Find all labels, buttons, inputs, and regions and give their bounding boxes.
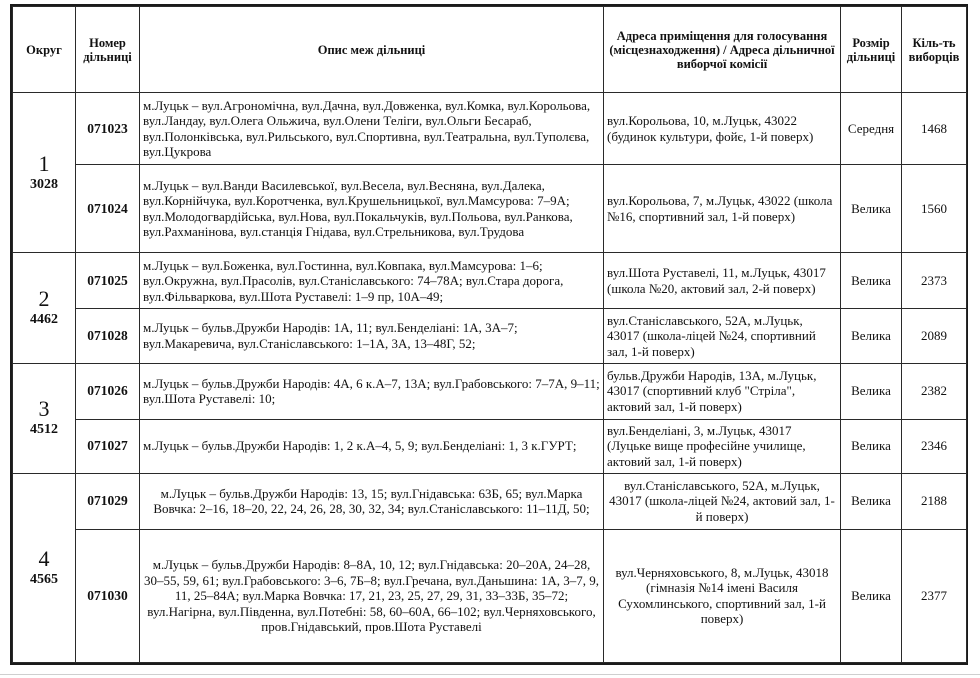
- dilnytsia-number: 071024: [76, 165, 140, 253]
- voters-count: 1560: [902, 165, 967, 253]
- polling-address: вул.Черняховського, 8, м.Луцьк, 43018 (гімназія №14 імені Василя Сухомлинського, спортивний зал, 1-й поверх): [604, 529, 841, 662]
- dilnytsia-number: 071028: [76, 309, 140, 363]
- header-description: Опис меж дільниці: [140, 7, 604, 93]
- voters-count: 2373: [902, 253, 967, 309]
- boundary-description: м.Луцьк – бульв.Дружби Народів: 1, 2 к.А–4, 5, 9; вул.Бенделіані: 1, 3 к.ГУРТ;: [140, 419, 604, 473]
- polling-address: вул.Корольова, 10, м.Луцьк, 43022 (будинок культури, фойє, 1-й поверх): [604, 93, 841, 165]
- okrug-voters: 4512: [30, 422, 58, 438]
- dilnytsia-number: 071023: [76, 93, 140, 165]
- boundary-description: м.Луцьк – вул.Боженка, вул.Гостинна, вул.Ковпака, вул.Мамсурова: 1–6; вул.Окружна, вул.Прасолів, вул.Станіславського: 74–78А; вул.Стара дорога, вул.Фільваркова, вул.Шота Руставелі: 1–9 пр, 10А–49;: [140, 253, 604, 309]
- okrug-number: 4: [38, 545, 50, 571]
- table-row: [13, 529, 967, 662]
- polling-address: вул.Корольова, 7, м.Луцьк, 43022 (школа №16, спортивний зал, 1-й поверх): [604, 165, 841, 253]
- polling-districts-table-frame: [10, 4, 968, 665]
- okrug-number: 1: [38, 150, 50, 176]
- voters-count: 2377: [902, 529, 967, 662]
- dilnytsia-size: Середня: [841, 93, 902, 165]
- polling-address: бульв.Дружби Народів, 13А, м.Луцьк, 43017 (спортивний клуб "Стріла", актовий зал, 1-й поверх): [604, 363, 841, 419]
- dilnytsia-number: 071030: [76, 529, 140, 662]
- okrug-number: 2: [38, 285, 50, 311]
- polling-address: вул.Станіславського, 52А, м.Луцьк, 43017 (школа-ліцей №24, спортивний зал, 1-й поверх): [604, 309, 841, 363]
- okrug-voters: 4565: [30, 571, 58, 587]
- table-row: [13, 93, 967, 165]
- header-okrug: Округ: [13, 7, 76, 93]
- header-dilnytsia-number: Номер дільниці: [76, 7, 140, 93]
- okrug-number: 3: [38, 396, 50, 422]
- boundary-description: м.Луцьк – бульв.Дружби Народів: 8–8А, 10, 12; вул.Гнідавська: 20–20А, 24–28, 30–55, 59, 61; вул.Грабовського: 3–6, 7Б–8; вул.Гречана, вул.Даньшина: 1А, 3–7, 9, 11, 25–84А; вул.Марка Вовчка: 17, 21, 23, 25, 27, 29, 31, 33–33Б, 35–72; вул.Нагірна, вул.Південна, вул.Потебні: 58, 60–60А, 66–102; вул.Черняховського, пров.Гнідавський, пров.Шота Руставелі: [140, 529, 604, 662]
- polling-districts-table: [12, 6, 967, 663]
- polling-address: вул.Шота Руставелі, 11, м.Луцьк, 43017 (школа №20, актовий зал, 2-й поверх): [604, 253, 841, 309]
- okrug-voters: 3028: [30, 176, 58, 192]
- voters-count: 2382: [902, 363, 967, 419]
- okrug-voters: 4462: [30, 311, 58, 327]
- boundary-description: м.Луцьк – вул.Агрономічна, вул.Дачна, вул.Довженка, вул.Комка, вул.Корольова, вул.Ландау, вул.Олега Ольжича, вул.Олени Теліги, вул.Ольги Бесараб, вул.Полонківська, вул.Рильського, вул.Спортивна, вул.Театральна, вул.Туполєва, вул.Цукрова: [140, 93, 604, 165]
- table-row: [13, 363, 967, 419]
- header-address: Адреса приміщення для голосування (місцезнаходження) / Адреса дільничної виборчої комісії: [604, 7, 841, 93]
- dilnytsia-size: Велика: [841, 419, 902, 473]
- header-size: Розмір дільниці: [841, 7, 902, 93]
- okrug-cell-2: [13, 253, 76, 363]
- table-row: [13, 309, 967, 363]
- dilnytsia-size: Велика: [841, 165, 902, 253]
- voters-count: 2188: [902, 473, 967, 529]
- boundary-description: м.Луцьк – бульв.Дружби Народів: 4А, 6 к.А–7, 13А; вул.Грабовського: 7–7А, 9–11; вул.Шота Руставелі: 10;: [140, 363, 604, 419]
- boundary-description: м.Луцьк – бульв.Дружби Народів: 13, 15; вул.Гнідавська: 63Б, 65; вул.Марка Вовчка: 2–16, 18–20, 22, 24, 26, 28, 30, 32, 34; вул.Станіславського: 11–11Д, 50;: [140, 473, 604, 529]
- dilnytsia-number: 071026: [76, 363, 140, 419]
- dilnytsia-size: Велика: [841, 529, 902, 662]
- boundary-description: м.Луцьк – бульв.Дружби Народів: 1А, 11; вул.Бенделіані: 1А, 3А–7; вул.Макаревича, вул.Станіславського: 1–1А, 3А, 13–48Г, 52;: [140, 309, 604, 363]
- dilnytsia-size: Велика: [841, 473, 902, 529]
- page-bottom-divider: [0, 674, 980, 675]
- voters-count: 2089: [902, 309, 967, 363]
- voters-count: 1468: [902, 93, 967, 165]
- dilnytsia-size: Велика: [841, 309, 902, 363]
- okrug-cell-4: [13, 473, 76, 662]
- table-row: [13, 419, 967, 473]
- okrug-cell-1: [13, 93, 76, 253]
- dilnytsia-size: Велика: [841, 253, 902, 309]
- table-row: [13, 473, 967, 529]
- table-row: [13, 165, 967, 253]
- okrug-cell-3: [13, 363, 76, 473]
- dilnytsia-size: Велика: [841, 363, 902, 419]
- header-voters: Кіль-ть виборців: [902, 7, 967, 93]
- polling-address: вул.Бенделіані, 3, м.Луцьк, 43017 (Луцьке вище професійне училище, актовий зал, 1-й поверх): [604, 419, 841, 473]
- dilnytsia-number: 071027: [76, 419, 140, 473]
- table-header-row: [13, 7, 967, 93]
- dilnytsia-number: 071029: [76, 473, 140, 529]
- boundary-description: м.Луцьк – вул.Ванди Василевської, вул.Весела, вул.Весняна, вул.Далека, вул.Корнійчука, вул.Коротченка, вул.Крушельницької, вул.Мамсурова: 7–9А; вул.Молодогвардійська, вул.Нова, вул.Покальчуків, вул.Польова, вул.Ранкова, вул.Рахманінова, вул.станція Гнідава, вул.Стрельникова, вул.Трудова: [140, 165, 604, 253]
- table-row: [13, 253, 967, 309]
- polling-address: вул.Станіславського, 52А, м.Луцьк, 43017 (школа-ліцей №24, актовий зал, 1-й поверх): [604, 473, 841, 529]
- dilnytsia-number: 071025: [76, 253, 140, 309]
- voters-count: 2346: [902, 419, 967, 473]
